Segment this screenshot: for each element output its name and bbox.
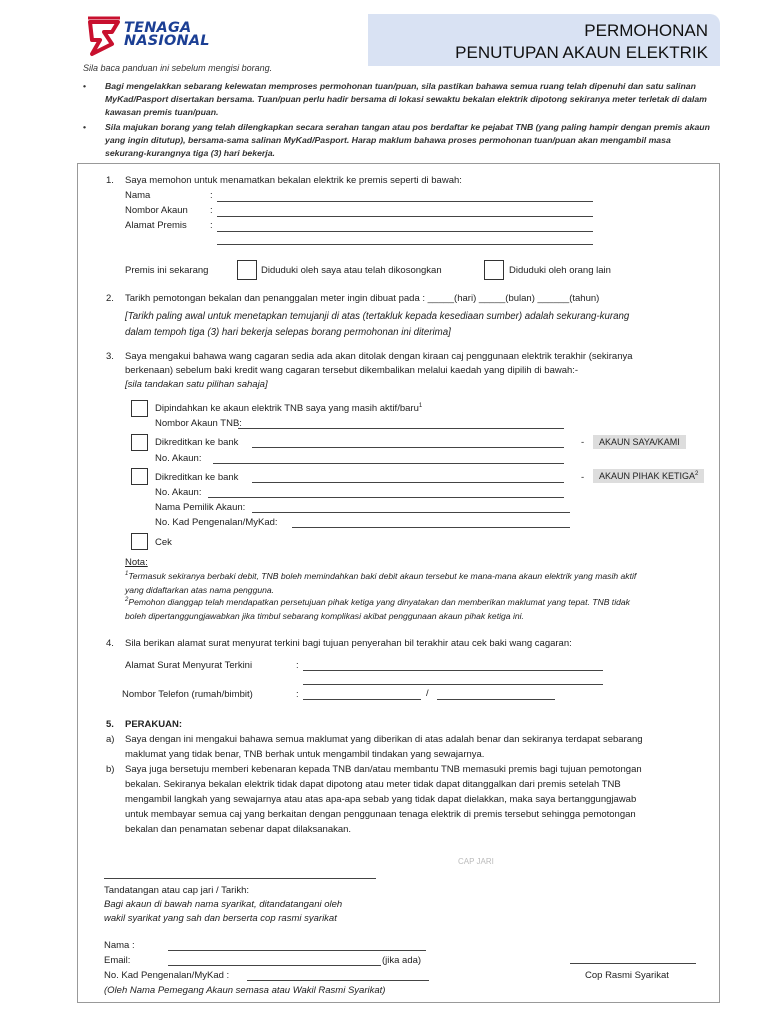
s1-alamat-label: Alamat Premis <box>125 220 187 231</box>
s3-number: 3. <box>106 351 114 362</box>
s2-note-line-2: dalam tempoh tiga (3) hari bekerja selepas borang permohonan ini diterima] <box>125 327 451 338</box>
s1-akaun-field[interactable] <box>217 216 593 217</box>
s4-number: 4. <box>106 638 114 649</box>
third-party-account-label: No. Akaun: <box>155 487 202 498</box>
s1-akaun-label: Nombor Akaun <box>125 205 188 216</box>
s2-note-line-1: [Tarikh paling awal untuk menetapkan temujanji di atas (tertakluk kepada kesediaan sumber) adalah sekurang-kurang <box>125 311 630 322</box>
third-party-badge-text: AKAUN PIHAK KETIGA <box>599 471 696 481</box>
sign-ic-field[interactable] <box>247 980 429 981</box>
own-bank-field[interactable] <box>252 447 564 448</box>
refund-third-party-checkbox[interactable] <box>131 468 148 485</box>
nota-2-line-2: boleh dipertanggungjawabkan jika timbul sebarang komplikasi akibat penggunaan akaun pihak ketiga ini. <box>125 611 524 621</box>
form-frame <box>77 163 720 1003</box>
third-party-bank-label: Dikreditkan ke bank <box>155 472 239 483</box>
third-party-account-field[interactable] <box>208 497 564 498</box>
s4-text: Sila berikan alamat surat menyurat terkini bagi tujuan penyerahan bil terakhir atau cek baki wang cagaran: <box>125 638 572 649</box>
nota-1-sup: 1 <box>125 571 129 578</box>
nota-1-line-2: yang didaftarkan atas nama pengguna. <box>125 585 275 595</box>
s5-title: PERAKUAN: <box>125 719 182 730</box>
tnb-logo-icon <box>82 14 126 58</box>
s5-number: 5. <box>106 719 114 730</box>
sign-ic-label: No. Kad Pengenalan/MyKad : <box>104 970 230 981</box>
s4-tel-mobile-field[interactable] <box>437 699 555 700</box>
sign-email-label: Email: <box>104 955 131 966</box>
nota-1-line-1-text: Termasuk sekiranya berbaki debit, TNB boleh memindahkan baki debit akaun tersebut ke mana-mana akaun elektrik yang masih aktif <box>128 571 637 581</box>
title-line-1: PERMOHONAN <box>584 21 708 40</box>
own-bank-label: Dikreditkan ke bank <box>155 437 239 448</box>
signature-note-1: Bagi akaun di bawah nama syarikat, ditandatangani oleh <box>104 899 343 910</box>
s5-b-line-2: bekalan. Sekiranya bekalan elektrik tidak dapat dipotong atau meter tidak dapat ditanggalkan dari premis setelah TNB <box>125 779 621 790</box>
premis-opt2-label: Diduduki oleh orang lain <box>509 265 611 276</box>
third-party-owner-label: Nama Pemilik Akaun: <box>155 502 246 513</box>
third-party-badge-sup: 2 <box>695 471 699 477</box>
s1-number: 1. <box>106 175 114 186</box>
own-account-no-label: No. Akaun: <box>155 453 202 464</box>
s1-colon-3: : <box>210 220 213 231</box>
tnb-account-label: Nombor Akaun TNB: <box>155 418 242 429</box>
instructions-list <box>83 80 713 163</box>
s4-tel-home-field[interactable] <box>303 699 421 700</box>
refund-transfer-checkbox[interactable] <box>131 400 148 417</box>
s5-a-line-2: maklumat yang tidak benar, TNB berhak untuk mengambil tindakan yang sewajarnya. <box>125 749 485 760</box>
logo-line-2: NASIONAL <box>124 33 210 49</box>
nota-2-line-1-text: Pemohon dianggap telah mendapatkan persetujuan pihak ketiga yang dinyatakan dan memberikan maklumat yang tepat. TNB tidak <box>128 597 630 607</box>
nota-2-sup: 2 <box>125 597 129 604</box>
sign-nama-label: Nama : <box>104 940 135 951</box>
s5-a-label: a) <box>106 734 115 745</box>
s4-colon-2: : <box>296 689 299 700</box>
s1-alamat-field-1[interactable] <box>217 231 593 232</box>
page-title <box>408 20 708 64</box>
s2-text: Tarikh pemotongan bekalan dan penanggalan meter ingin dibuat pada : _____(hari) _____(bulan) ______(tahun) <box>125 293 600 304</box>
s4-alamat-field-1[interactable] <box>303 670 603 671</box>
nota-2-line-1 <box>125 597 630 607</box>
s1-text: Saya memohon untuk menamatkan bekalan elektrik ke premis seperti di bawah: <box>125 175 462 186</box>
s5-b-line-5: bekalan dan penamatan sebenar dapat dilaksanakan. <box>125 824 352 835</box>
refund-own-bank-checkbox[interactable] <box>131 434 148 451</box>
own-account-badge: AKAUN SAYA/KAMI <box>593 435 686 449</box>
sign-email-optional: (jika ada) <box>382 955 422 966</box>
signature-field[interactable] <box>104 878 376 879</box>
refund-cheque-checkbox[interactable] <box>131 533 148 550</box>
cop-field[interactable] <box>570 963 696 964</box>
third-party-bank-field[interactable] <box>252 482 564 483</box>
sign-footer-note: (Oleh Nama Pemegang Akaun semasa atau Wakil Rasmi Syarikat) <box>104 985 386 996</box>
third-party-ic-field[interactable] <box>292 527 570 528</box>
title-line-2: PENUTUPAN AKAUN ELEKTRIK <box>455 43 708 62</box>
refund-transfer-sup: 1 <box>418 403 423 409</box>
refund-transfer-text: Dipindahkan ke akaun elektrik TNB saya yang masih aktif/baru <box>155 403 419 415</box>
s2-number: 2. <box>106 293 114 304</box>
s1-alamat-field-2[interactable] <box>217 244 593 245</box>
cap-jari-label: CAP JARI <box>458 857 494 866</box>
logo-line-1: TENAGA <box>124 20 192 36</box>
s1-colon-2: : <box>210 205 213 216</box>
third-party-ic-label: No. Kad Pengenalan/MyKad: <box>155 517 278 528</box>
cop-label: Cop Rasmi Syarikat <box>585 970 669 981</box>
premis-opt1-label: Diduduki oleh saya atau telah dikosongkan <box>261 265 442 276</box>
s1-premis-label: Premis ini sekarang <box>125 265 209 276</box>
s4-alamat-label: Alamat Surat Menyurat Terkini <box>125 660 253 671</box>
instruction-item-2: • Sila majukan borang yang telah dilengkapkan secara serahan tangan atau pos berdaftar ke pejabat TNB (yang paling hampir dengan premis akaun yang ingin ditutup), bersama-sama salinan MyKad/Pasport. Harap maklum bahawa proses permohonan tuan/puan akan mengambil masa sekurang-kurangnya tiga (3) hari bekerja. <box>83 121 713 159</box>
guide-note: Sila baca panduan ini sebelum mengisi borang. <box>83 63 273 73</box>
s5-b-label: b) <box>106 764 115 775</box>
premis-other-checkbox[interactable] <box>484 260 504 280</box>
instruction-item-1: • Bagi mengelakkan sebarang kelewatan memproses permohonan tuan/puan, sila pastikan bahawa semua ruang telah dipenuhi dan satu salinan MyKad/Pasport disertakan bersama. Tuan/puan perlu hadir bersama di lokasi sewaktu bekalan elektrik dipotong sekiranya meter terletak di dalam kawasan premis tuan/puan. <box>83 80 713 118</box>
own-bank-dash: - <box>581 437 585 448</box>
sign-email-field[interactable] <box>168 965 381 966</box>
own-account-no-field[interactable] <box>213 463 564 464</box>
nota-1-line-1 <box>125 571 636 581</box>
s3-line-1: Saya mengakui bahawa wang cagaran sedia ada akan ditolak dengan kiraan caj penggunaan elektrik terakhir (sekiranya <box>125 351 633 362</box>
s5-b-line-3: mengambil langkah yang sewajarnya atau atas apa-apa sebab yang tidak dapat dielakkan, maka saya bertanggungjawab <box>125 794 637 805</box>
s4-tel-slash: / <box>426 688 429 699</box>
s1-colon-1: : <box>210 190 213 201</box>
signature-note-2: wakil syarikat yang sah dan berserta cop rasmi syarikat <box>104 913 337 924</box>
premis-vacant-checkbox[interactable] <box>237 260 257 280</box>
s4-colon-1: : <box>296 660 299 671</box>
s3-line-3: [sila tandakan satu pilihan sahaja] <box>125 379 268 390</box>
signature-label: Tandatangan atau cap jari / Tarikh: <box>104 885 250 896</box>
sign-nama-field[interactable] <box>168 950 426 951</box>
s5-a-line-1: Saya dengan ini mengakui bahawa semua maklumat yang diberikan di atas adalah benar dan sekiranya terdapat sebarang <box>125 734 643 745</box>
refund-transfer-label <box>155 403 422 414</box>
third-party-dash: - <box>581 472 585 483</box>
tnb-account-field[interactable] <box>238 428 564 429</box>
nota-title: Nota: <box>125 557 148 568</box>
third-party-owner-field[interactable] <box>252 512 570 513</box>
s5-b-line-4: untuk membayar semua caj yang berkaitan dengan penggunaan tenaga elektrik di premis tersebut sehingga pemotongan <box>125 809 636 820</box>
cheque-label: Cek <box>155 537 172 548</box>
s4-tel-label: Nombor Telefon (rumah/bimbit) <box>122 689 253 700</box>
third-party-badge <box>593 469 704 483</box>
s5-b-line-1: Saya juga bersetuju memberi kebenaran kepada TNB dan/atau membantu TNB memasuki premis bagi tujuan pemotongan <box>125 764 642 775</box>
logo-wordmark <box>124 22 210 48</box>
s3-line-2: berkenaan) sebelum baki kredit wang cagaran tersebut dikembalikan melalui kaedah yang dipilih di bawah:- <box>125 365 579 376</box>
s1-nama-label: Nama <box>125 190 151 201</box>
s4-alamat-field-2[interactable] <box>303 684 603 685</box>
s1-nama-field[interactable] <box>217 201 593 202</box>
